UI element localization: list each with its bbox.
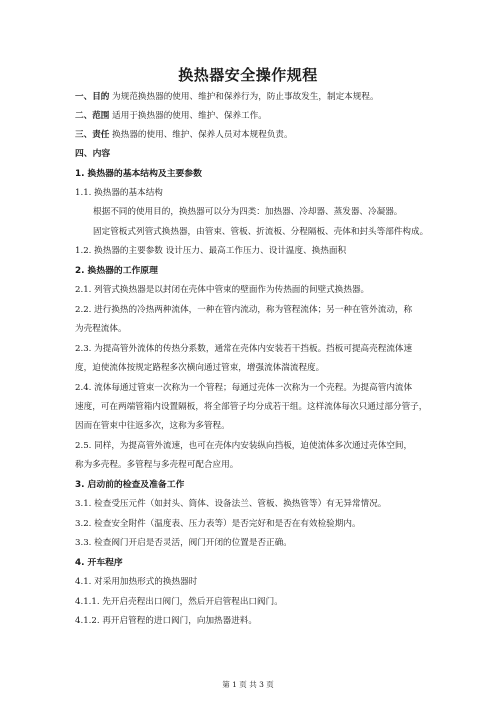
paragraph-line: 3.3. 检查阀门开启是否灵活，阀门开闭的位置是否正确。 <box>75 538 292 548</box>
paragraph-line: 度，迫使流体按规定路程多次横向通过管束，增强流体湍流程度。 <box>75 363 325 373</box>
section-scope-text: 适用于换热器的使用、维护、保养工作。 <box>112 111 267 121</box>
heading-1-1: 1.1. 换热器的基本结构 <box>75 188 163 198</box>
paragraph-line: 4.1.1. 先开启壳程出口阀门，然后开启管程出口阀门。 <box>75 597 283 607</box>
page-footer: 第 1 页 共 3 页 <box>222 680 274 689</box>
section-responsibility-text: 换热器的使用、维护、保养人员对本规程负责。 <box>112 130 293 140</box>
heading-1: 1. 换热器的基本结构及主要参数 <box>75 169 202 179</box>
section-purpose <box>75 91 435 103</box>
paragraph-line: 3.2. 检查安全附件（温度表、压力表等）是否完好和是否在有效检验期内。 <box>75 519 361 529</box>
paragraph-line: 称为多壳程。多管程与多壳程可配合应用。 <box>75 460 239 470</box>
section-responsibility <box>75 129 435 141</box>
paragraph-line: 根据不同的使用目的，换热器可以分为四类：加热器、冷却器、蒸发器、冷凝器。 <box>93 207 403 217</box>
section-content-heading: 四、内容 <box>75 149 111 159</box>
paragraph-line: 因而在管束中往返多次，这称为多管程。 <box>75 421 230 431</box>
page-title: 换热器安全操作规程 <box>178 66 318 84</box>
paragraph-line: 2.2. 进行换热的冷热两种流体，一种在管内流动，称为管程流体；另一种在管外流动，称 <box>75 305 413 315</box>
heading-1-2: 1.2. 换热器的主要参数 设计压力、最高工作压力、设计温度、换热面积 <box>75 246 347 256</box>
paragraph-line: 4.1. 对采用加热形式的换热器时 <box>75 577 198 587</box>
section-responsibility-label: 三、责任 <box>75 130 110 140</box>
section-purpose-text: 为规范换热器的使用、维护和保养行为，防止事故发生，制定本规程。 <box>112 92 379 102</box>
paragraph-line: 3.1. 检查受压元件（如封头、筒体、设备法兰、管板、换热管等）有无异常情况。 <box>75 499 387 509</box>
paragraph-line: 4.1.2. 再开启管程的进口阀门，向加热器进料。 <box>75 616 258 626</box>
paragraph-line: 固定管板式列管式换热器，由管束、管板、折流板、分程隔板、壳体和封头等部件构成。 <box>93 227 429 237</box>
paragraph-line: 速度，可在两端管箱内设置隔板，将全部管子均分成若干组。这样流体每次只通过部分管子， <box>75 402 428 412</box>
paragraph-line: 2.5. 同样，为提高管外流速，也可在壳体内安装纵向挡板，迫使流体多次通过壳体空间， <box>75 441 413 451</box>
heading-4: 4. 开车程序 <box>75 558 123 568</box>
section-scope <box>75 110 435 122</box>
section-scope-label: 二、范围 <box>75 111 110 121</box>
paragraph-line: 为壳程流体。 <box>75 324 127 334</box>
heading-2: 2. 换热器的工作原理 <box>75 266 158 276</box>
paragraph-line: 2.3. 为提高管外流体的传热分系数，通常在壳体内安装若干挡板。挡板可提高壳程流体速 <box>75 344 413 354</box>
paragraph-line: 2.1. 列管式换热器是以封闭在壳体中管束的壁面作为传热面的间壁式换热器。 <box>75 285 370 295</box>
section-purpose-label: 一、目的 <box>75 92 110 102</box>
heading-3: 3. 启动前的检查及准备工作 <box>75 480 185 490</box>
paragraph-line: 2.4. 流体每通过管束一次称为一个管程；每通过壳体一次称为一个壳程。为提高管内流体 <box>75 383 413 393</box>
